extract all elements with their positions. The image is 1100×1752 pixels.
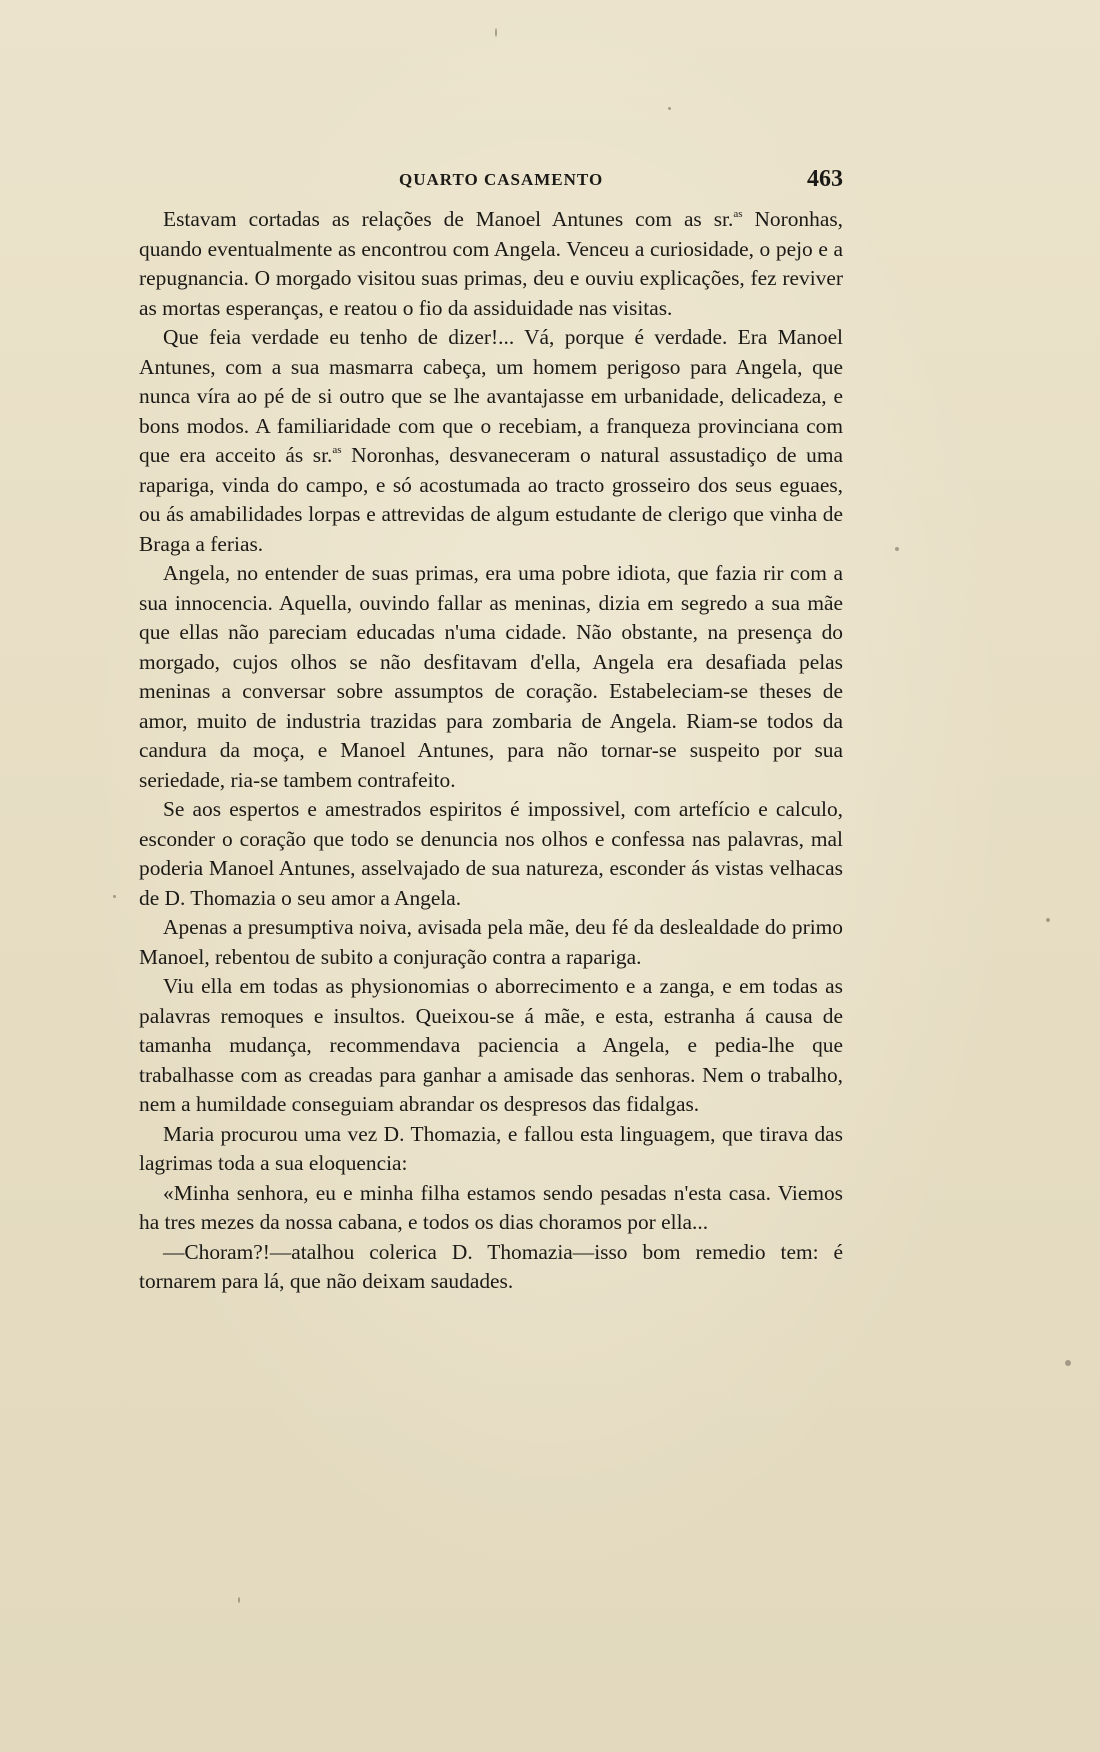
paper-speck <box>238 1597 240 1603</box>
paper-speck <box>495 28 497 37</box>
paragraph-text: Noronhas, desvaneceram o natural assustadiço de uma rapariga, vinda do campo, e só acostumada ao tracto grosseiro dos seus eguaes, ou ás amabilidades lorpas e attrevidas de algum estudante de clerigo que vinha de Braga a ferias. <box>139 443 843 556</box>
paragraph <box>139 972 843 1120</box>
running-head <box>139 166 843 196</box>
paragraph <box>139 323 843 559</box>
superscript-abbrev: as <box>332 444 342 456</box>
paragraph-text: Viu ella em todas as physionomias o aborrecimento e a zanga, e em todas as palavras remoques e insultos. Queixou-se á mãe, e esta, estranha á causa de tamanha mudança, recommendava paciencia a Angela, e pedia-lhe que trabalhasse com as creadas para ganhar a amisade das senhoras. Nem o trabalho, nem a humildade conseguiam abrandar os despresos das fidalgas. <box>139 974 843 1116</box>
paragraph <box>139 205 843 323</box>
paragraph-text: Apenas a presumptiva noiva, avisada pela mãe, deu fé da deslealdade do primo Manoel, rebentou de subito a conjuração contra a rapariga. <box>139 915 843 969</box>
paragraph-text: —Choram?!—atalhou colerica D. Thomazia—isso bom remedio tem: é tornarem para lá, que não deixam saudades. <box>139 1239 843 1293</box>
running-title: QUARTO CASAMENTO <box>399 170 604 189</box>
paper-speck <box>1065 1360 1071 1366</box>
paper-speck <box>895 547 899 551</box>
paragraph-text: Noronhas, quando eventualmente as encontrou com Angela. Venceu a curiosidade, o pejo e a repugnancia. O morgado visitou suas primas, deu e ouviu explicações, fez reviver as mortas esperanças, e reatou o fio da assiduidade nas visitas. <box>139 207 843 320</box>
body-text <box>139 205 843 1297</box>
paragraph <box>139 795 843 913</box>
paper-speck <box>113 895 116 898</box>
paragraph-text: Estavam cortadas as relações de Manoel Antunes com as sr. <box>163 207 734 231</box>
paragraph <box>139 913 843 972</box>
paper-speck <box>668 107 671 110</box>
paragraph-text: Se aos espertos e amestrados espiritos é impossivel, com artefício e calculo, esconder o coração que todo se denuncia nos olhos e confessa nas palavras, mal poderia Manoel Antunes, asselvajado de sua natureza, esconder ás vistas velhacas de D. Thomazia o seu amor a Angela. <box>139 797 843 910</box>
paragraph-text: Que feia verdade eu tenho de dizer!... Vá, porque é verdade. Era Manoel Antunes, com a sua masmarra cabeça, um homem perigoso para Angela, que nunca víra ao pé de si outro que se lhe avantajasse em urbanidade, delicadeza, e bons modos. A familiaridade com que o recebiam, a franqueza provinciana com que era acceito ás sr. <box>139 325 843 467</box>
paragraph-text: Maria procurou uma vez D. Thomazia, e fallou esta linguagem, que tirava das lagrimas toda a sua eloquencia: <box>139 1121 843 1175</box>
paragraph <box>139 1120 843 1179</box>
page-number: 463 <box>807 166 843 192</box>
paragraph <box>139 1179 843 1238</box>
paragraph-text: Angela, no entender de suas primas, era uma pobre idiota, que fazia rir com a sua innocencia. Aquella, ouvindo fallar as meninas, dizia em segredo a sua mãe que ellas não pareciam educadas n'uma cidade. Não obstante, na presença do morgado, cujos olhos se não desfitavam d'ella, Angela era desafiada pelas meninas a conversar sobre assumptos de coração. Estabeleciam-se theses de amor, muito de industria trazidas para zombaria de Angela. Riam-se todos da candura da moça, e Manoel Antunes, para não tornar-se suspeito por sua seriedade, ria-se tambem contrafeito. <box>139 561 843 792</box>
paragraph <box>139 1238 843 1297</box>
paper-speck <box>1046 918 1050 922</box>
superscript-abbrev: as <box>733 208 743 220</box>
paragraph <box>139 559 843 795</box>
paragraph-text: «Minha senhora, eu e minha filha estamos sendo pesadas n'esta casa. Viemos ha tres mezes da nossa cabana, e todos os dias choramos por ella... <box>139 1180 843 1234</box>
